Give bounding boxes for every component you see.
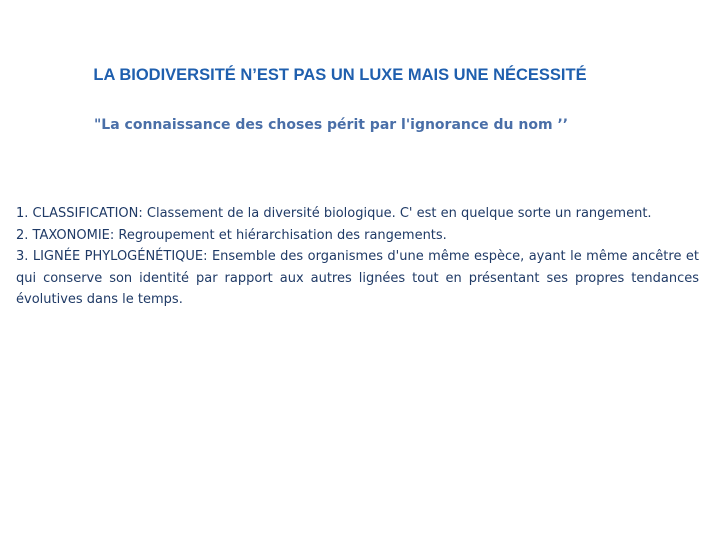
definitions-block — [16, 203, 699, 311]
definition-classification: 1. CLASSIFICATION: Classement de la diversité biologique. C' est en quelque sorte un rangement. — [16, 206, 652, 221]
definition-taxonomie: 2. TAXONOMIE: Regroupement et hiérarchisation des rangements. — [16, 227, 447, 243]
slide-quote: "La connaissance des choses périt par l'ignorance du nom ’’ — [94, 117, 569, 133]
slide-title — [0, 66, 680, 85]
definition-lignee-phylogenetique: 3. LIGNÉE PHYLOGÉNÉTIQUE: Ensemble des organismes d'une même espèce, ayant le même ancêtre et qui conserve son identité par rapport aux autres lignées tout en présentant ses propres tendances évolutives dans le temps. — [16, 249, 699, 307]
slide-title-text: LA BIODIVERSITÉ N’EST PAS UN LUXE MAIS UNE NÉCESSITÉ — [93, 66, 587, 84]
